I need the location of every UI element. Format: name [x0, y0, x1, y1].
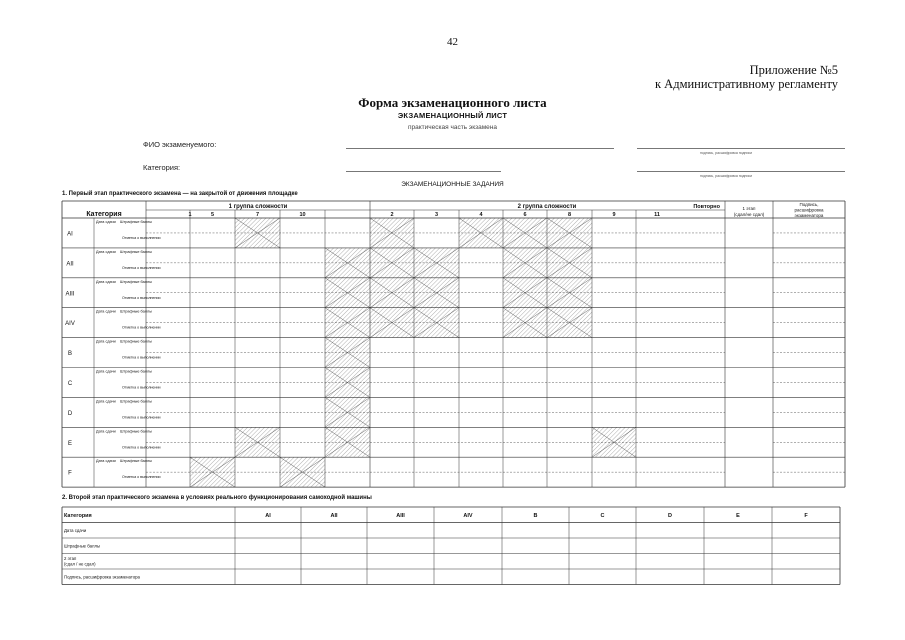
penalty-label: Штрафные баллы — [120, 429, 152, 434]
category-cell: AI — [67, 231, 73, 238]
mark-label: Отметка о выполнении — [122, 385, 161, 390]
penalty-label: Штрафные баллы — [120, 279, 152, 284]
mark-label: Отметка о выполнении — [122, 475, 161, 480]
mark-label: Отметка о выполнении — [122, 235, 161, 240]
mark-label: Отметка о выполнении — [122, 265, 161, 270]
date-label: Дата сдачи — [96, 279, 116, 284]
penalty-label: Штрафные баллы — [120, 249, 152, 254]
page-number: 42 — [447, 36, 458, 48]
header-stage1-line: (сдал/не сдал) — [733, 212, 765, 217]
stage2-col-header: AIV — [463, 513, 473, 519]
group1-col-header: 7 — [255, 212, 260, 218]
category-cell: AII — [66, 261, 74, 268]
stage2-row-label: Подпись, расшифровка экзаменатора — [64, 574, 140, 580]
stage2-row-label: Дата сдачи — [64, 528, 87, 533]
header-group1: 1 группа сложности — [228, 204, 288, 210]
header-group2: 2 группа сложности — [517, 204, 577, 210]
header-repeat: Повторно — [693, 204, 720, 210]
category-label: Категория: — [143, 163, 181, 172]
appendix-line-2: к Административному регламенту — [654, 77, 838, 91]
group1-col-header: 5 — [210, 212, 215, 218]
sheet-subtitle: практическая часть экзамена — [408, 124, 497, 131]
stage2-col-header: AII — [330, 513, 338, 519]
stage2-header-category: Категория — [64, 513, 92, 519]
date-label: Дата сдачи — [96, 369, 116, 374]
stage2-title: 2. Второй этап практического экзамена в условиях реального функционирования самоходной машины — [62, 495, 372, 501]
stage2-row-label: (сдал / не сдал) — [64, 561, 96, 567]
penalty-label: Штрафные баллы — [120, 339, 152, 344]
date-label: Дата сдачи — [96, 429, 116, 434]
group2-col-header: 4 — [479, 212, 483, 218]
penalty-label: Штрафные баллы — [120, 459, 152, 464]
group2-col-header: 9 — [612, 212, 616, 218]
group1-col-header: 10 — [299, 212, 306, 218]
stage2-col-header: B — [533, 513, 538, 519]
date-label: Дата сдачи — [96, 459, 116, 464]
header-category: Категория — [86, 211, 122, 218]
stage2-col-header: AIII — [396, 513, 405, 519]
category-cell: F — [68, 470, 72, 477]
category-cell: B — [67, 351, 73, 358]
signature-note-1: подпись, расшифровка подписи — [700, 151, 753, 155]
mark-label: Отметка о выполнении — [122, 295, 161, 300]
stage1-title: 1. Первый этап практического экзамена — на закрытой от движения площадке — [62, 191, 298, 197]
fio-label: ФИО экзаменуемого: — [143, 140, 217, 149]
date-label: Дата сдачи — [96, 309, 116, 314]
category-cell: E — [67, 440, 73, 447]
mark-label: Отметка о выполнении — [122, 445, 161, 450]
category-cell: D — [67, 410, 73, 417]
group2-col-header: 11 — [654, 212, 660, 218]
category-cell: AIV — [65, 321, 75, 328]
group2-col-header: 3 — [434, 212, 439, 218]
stage2-col-header: AI — [265, 513, 271, 519]
stage2-col-header: E — [736, 513, 740, 519]
header-stage1-line: 1 этап — [742, 206, 756, 211]
date-label: Дата сдачи — [96, 339, 116, 344]
date-label: Дата сдачи — [96, 249, 116, 254]
header-sign-line: расшифровка — [794, 207, 824, 213]
penalty-label: Штрафные баллы — [120, 369, 152, 374]
sheet-title: ЭКЗАМЕНАЦИОННЫЙ ЛИСТ — [397, 111, 508, 120]
date-label: Дата сдачи — [96, 220, 116, 224]
category-cell: C — [67, 380, 73, 387]
header-sign-line: Подпись, — [799, 202, 819, 207]
group2-col-header: 2 — [390, 212, 394, 218]
mark-label: Отметка о выполнении — [122, 415, 161, 420]
header-stage1 — [734, 206, 765, 217]
stage2-col-header: C — [600, 513, 605, 519]
stage2-row-label: Штрафные баллы — [64, 543, 101, 549]
stage2-col-header: F — [804, 513, 808, 519]
stage2-row-label: 2 этап — [64, 556, 77, 561]
group2-col-header: 6 — [523, 212, 527, 218]
tasks-title: ЭКЗАМЕНАЦИОННЫЕ ЗАДАНИЯ — [401, 181, 504, 188]
stage2-col-header: D — [668, 513, 672, 519]
penalty-label: Штрафные баллы — [120, 220, 152, 224]
header-sign-line: экзаменатора — [794, 213, 824, 218]
signature-note-2: подпись, расшифровка подписи — [700, 174, 753, 178]
group1-col-header: 1 — [188, 212, 192, 218]
group2-col-header: 8 — [567, 212, 572, 218]
mark-label: Отметка о выполнении — [122, 355, 161, 360]
date-label: Дата сдачи — [96, 399, 116, 404]
mark-label: Отметка о выполнении — [122, 325, 161, 330]
form-title: Форма экзаменационного листа — [358, 95, 547, 110]
penalty-label: Штрафные баллы — [120, 309, 152, 314]
penalty-label: Штрафные баллы — [120, 399, 152, 404]
appendix-line-1: Приложение №5 — [749, 63, 838, 77]
header-sign — [794, 202, 824, 218]
category-cell: AIII — [65, 291, 75, 298]
